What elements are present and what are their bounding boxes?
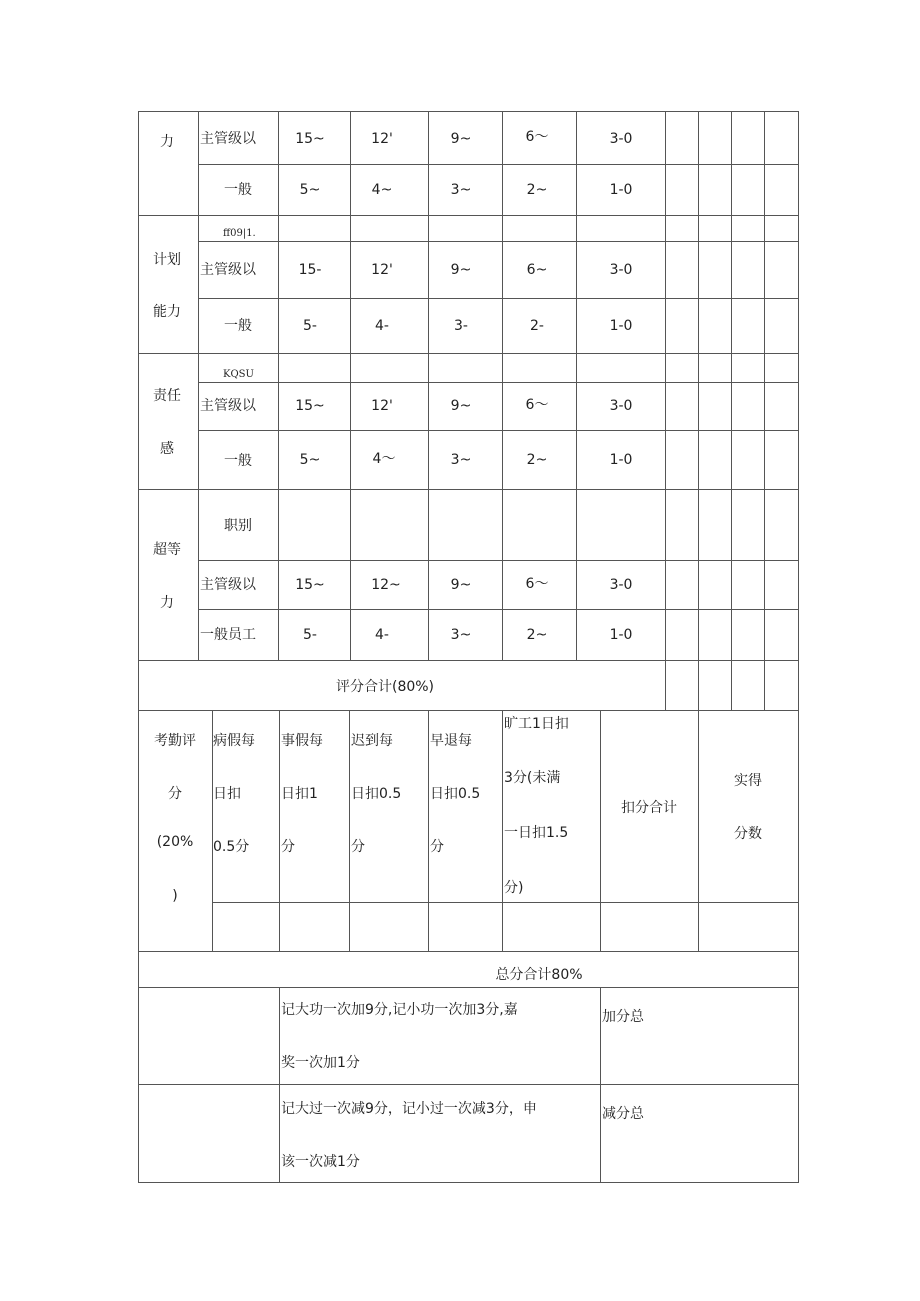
sick-leave-rule: 0.5分	[213, 839, 250, 855]
score-cell: 9~	[450, 262, 472, 278]
early-leave-rule: 日扣0.5	[430, 786, 481, 802]
personal-leave-rule: 日扣1	[281, 786, 318, 802]
category-label: 能力	[153, 304, 181, 320]
score-cell: 9~	[450, 398, 472, 414]
score-cell: 3~	[450, 182, 472, 198]
score-cell: 4～	[372, 451, 396, 467]
attendance-label: )	[172, 888, 178, 904]
sick-leave-rule: 病假每	[213, 733, 255, 749]
absence-rule: 一日扣1.5	[504, 825, 569, 841]
score-cell: 3-0	[609, 398, 633, 414]
score-cell: 3-0	[609, 131, 633, 147]
absence-rule: 旷工1日扣	[504, 716, 569, 732]
score-cell: 3-0	[609, 262, 633, 278]
score-cell: 6～	[525, 576, 549, 592]
late-rule: 分	[351, 839, 365, 855]
category-label: 力	[160, 134, 174, 150]
category-label: 力	[160, 595, 174, 611]
attendance-label: (20%	[156, 834, 194, 850]
score-cell: 3-0	[609, 577, 633, 593]
absence-rule: 分)	[504, 880, 524, 896]
attendance-label: 考勤评	[154, 733, 196, 749]
score-cell: 6～	[525, 397, 549, 413]
attendance-label: 分	[168, 786, 182, 802]
early-leave-rule: 早退每	[430, 733, 472, 749]
score-cell: 2~	[526, 627, 548, 643]
score-cell: 6～	[525, 129, 549, 145]
score-cell: 15~	[295, 398, 325, 414]
score-cell: 5-	[303, 318, 317, 334]
level-label: 一般	[224, 182, 252, 198]
level-label: 主管级以	[200, 398, 256, 414]
bonus-rule: 记大功一次加9分,记小功一次加3分,嘉	[281, 1002, 518, 1018]
actual-score-label: 分数	[734, 826, 762, 842]
late-rule: 日扣0.5	[351, 786, 402, 802]
score-cell: 5-	[303, 627, 317, 643]
level-label: 主管级以	[200, 262, 256, 278]
category-label: 责任	[153, 388, 181, 404]
score-cell: 6~	[526, 262, 548, 278]
score-cell: 15-	[298, 262, 322, 278]
score-cell: 2~	[526, 452, 548, 468]
score-cell: 15~	[295, 577, 325, 593]
actual-score-label: 实得	[734, 773, 762, 789]
level-label: 一般	[224, 318, 252, 334]
personal-leave-rule: 事假每	[281, 733, 323, 749]
total-label: 总分合计80%	[495, 967, 583, 983]
score-cell: 5~	[299, 452, 321, 468]
note-text: KQSU	[223, 369, 254, 380]
score-cell: 1-0	[609, 182, 633, 198]
score-cell: 3~	[450, 452, 472, 468]
score-cell: 12'	[371, 262, 393, 278]
category-label: 感	[160, 441, 174, 457]
score-cell: 4-	[375, 627, 389, 643]
level-label: 一般	[224, 453, 252, 469]
score-cell: 12~	[371, 577, 401, 593]
category-label: 超等	[153, 542, 181, 558]
score-cell: 1-0	[609, 318, 633, 334]
bonus-total-label: 加分总	[602, 1009, 644, 1025]
level-label: 主管级以	[200, 131, 256, 147]
penalty-rule: 记大过一次减9分，记小过一次减3分，申	[281, 1101, 537, 1117]
penalty-rule: 该一次减1分	[281, 1154, 360, 1170]
level-label: 主管级以	[200, 577, 256, 593]
score-cell: 15~	[295, 131, 325, 147]
note-text: ff09|1.	[223, 228, 256, 239]
score-cell: 4~	[371, 182, 393, 198]
score-cell: 4-	[375, 318, 389, 334]
absence-rule: 3分(未满	[504, 770, 561, 786]
deduction-total-label: 扣分合计	[621, 800, 677, 816]
personal-leave-rule: 分	[281, 839, 295, 855]
score-cell: 12'	[371, 131, 393, 147]
header-label: 职别	[224, 518, 252, 534]
bonus-rule: 奖一次加1分	[281, 1055, 360, 1071]
score-cell: 9~	[450, 577, 472, 593]
score-cell: 1-0	[609, 627, 633, 643]
score-cell: 12'	[371, 398, 393, 414]
level-label: 一般员工	[200, 627, 256, 643]
score-cell: 9~	[450, 131, 472, 147]
late-rule: 迟到每	[351, 733, 393, 749]
score-cell: 5~	[299, 182, 321, 198]
score-cell: 2~	[526, 182, 548, 198]
sick-leave-rule: 日扣	[213, 786, 241, 802]
score-cell: 3~	[450, 627, 472, 643]
score-cell: 3-	[454, 318, 468, 334]
subtotal-label: 评分合计(80%)	[335, 679, 435, 695]
category-label: 计划	[153, 252, 181, 268]
penalty-total-label: 减分总	[602, 1106, 644, 1122]
score-cell: 2-	[530, 318, 544, 334]
score-cell: 1-0	[609, 452, 633, 468]
early-leave-rule: 分	[430, 839, 444, 855]
